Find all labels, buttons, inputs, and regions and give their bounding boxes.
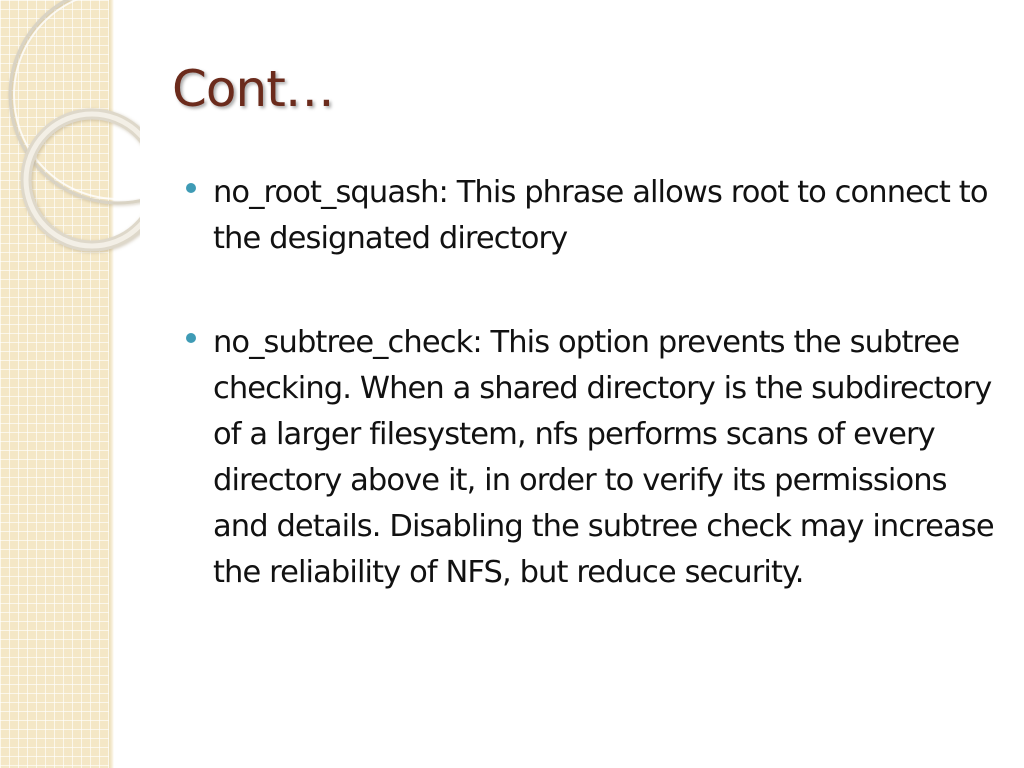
slide-title: Cont…: [172, 60, 334, 118]
strip-edge-shadow: [109, 0, 114, 768]
bullet-text: no_subtree_check: This option prevents the subtree checking. When a shared directory is the subdirectory of a larger filesystem, nfs performs scans of every directory above it, in order to verify its permissions and details. Disabling the subtree check may increase the reliability of NFS, but reduce security.: [213, 325, 994, 590]
bullet-text: no_root_squash: This phrase allows root to connect to the designated directory: [213, 175, 988, 256]
circle-bullet-icon: [186, 183, 196, 193]
bullet-item-no-subtree-check: [186, 320, 996, 596]
circle-bullet-icon: [186, 333, 196, 343]
bullet-list: [186, 170, 996, 654]
bullet-item-no-root-squash: [186, 170, 996, 262]
decorative-grid-strip: [0, 0, 113, 768]
